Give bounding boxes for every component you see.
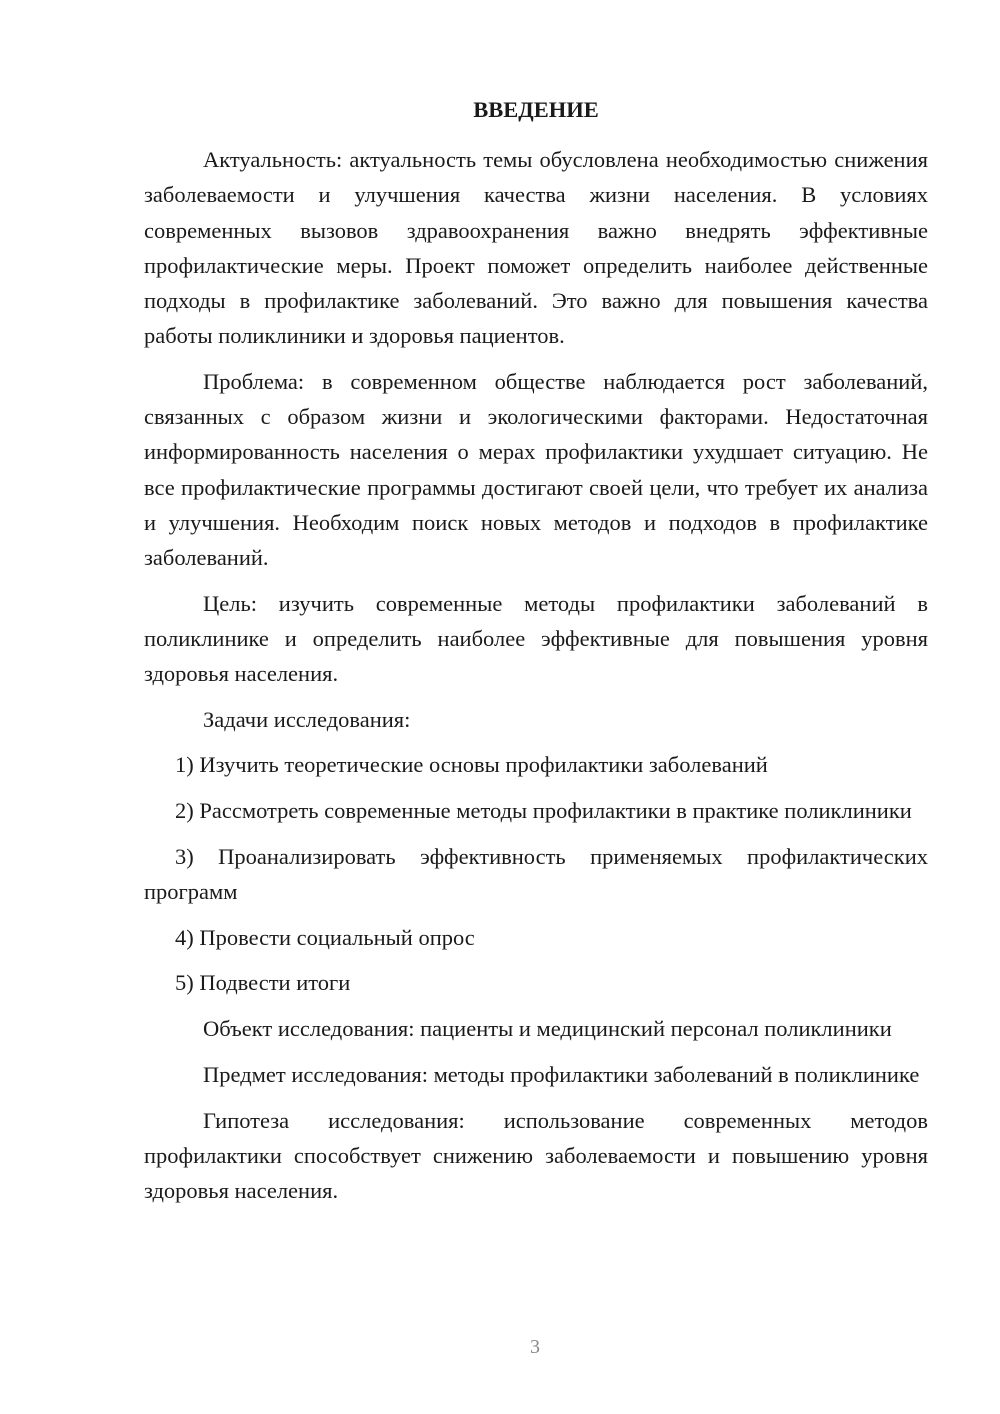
paragraph-object: Объект исследования: пациенты и медицинский персонал поликлиники (203, 1016, 892, 1042)
paragraph-relevance: Актуальность: актуальность темы обусловлена необходимостью снижения заболеваемости и улучшения качества жизни населения. В условиях современных вызовов здравоохранения важно внедрять эффективные профилактические меры. Проект поможет определить наиболее действенные подходы в профилактике заболеваний. Это важно для повышения качества работы поликлиники и здоровья пациентов. (144, 147, 928, 349)
page-content (144, 92, 928, 1219)
section-title: ВВЕДЕНИЕ (473, 97, 599, 122)
task-item: 3) Проанализировать эффективность применяемых профилактических программ (144, 843, 928, 905)
page-number: 3 (530, 1336, 540, 1358)
task-item: 4) Провести социальный опрос (175, 924, 475, 950)
paragraph-hypothesis: Гипотеза исследования: использование современных методов профилактики способствует снижению заболеваемости и повышению уровня здоровья населения. (144, 1107, 928, 1203)
task-item: 1) Изучить теоретические основы профилактики заболеваний (175, 752, 768, 778)
task-item: 2) Рассмотреть современные методы профилактики в практике поликлиники (175, 798, 912, 824)
tasks-heading: Задачи исследования: (203, 706, 411, 732)
paragraph-goal: Цель: изучить современные методы профилактики заболеваний в поликлинике и определить наиболее эффективные для повышения уровня здоровья населения. (144, 590, 928, 687)
paragraph-subject: Предмет исследования: методы профилактики заболеваний в поликлинике (203, 1061, 920, 1087)
task-item: 5) Подвести итоги (175, 970, 351, 996)
paragraph-problem: Проблема: в современном обществе наблюдается рост заболеваний, связанных с образом жизни и экологическими факторами. Недостаточная информированность населения о мерах профилактики ухудшает ситуацию. Не все профилактические программы достигают своей цели, что требует их анализа и улучшения. Необходим поиск новых методов и подходов в профилактике заболеваний. (144, 368, 928, 570)
